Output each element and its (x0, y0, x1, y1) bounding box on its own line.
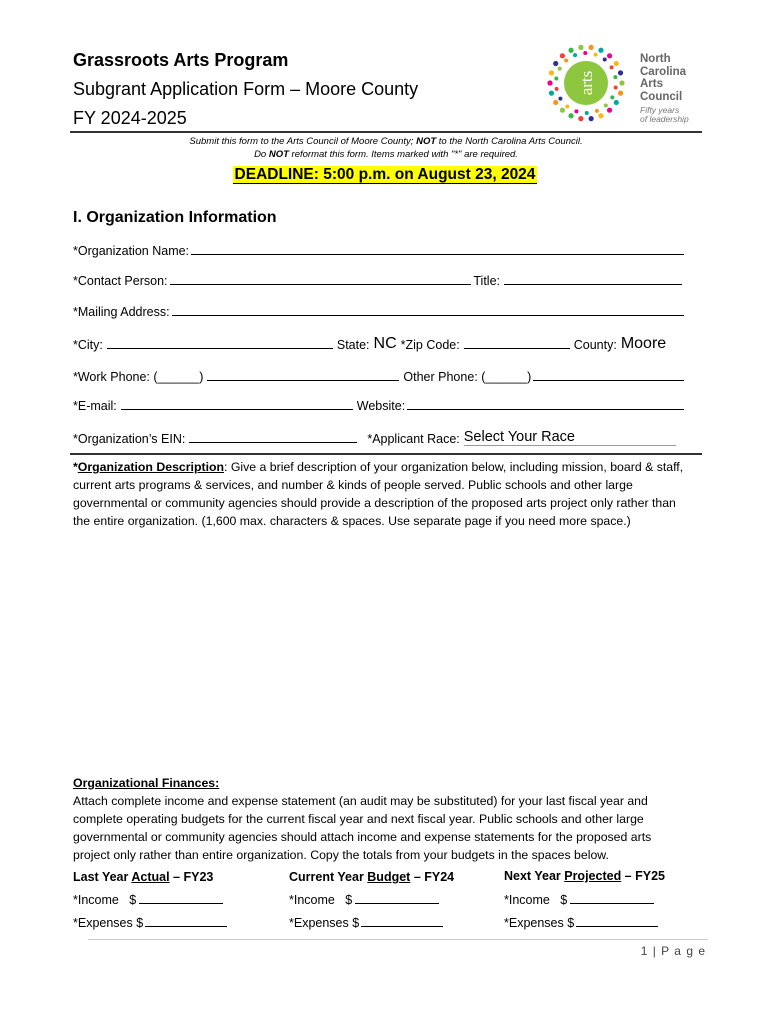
instruction-2-not: NOT (268, 149, 289, 160)
logo-tag-2: of leadership (640, 114, 689, 124)
page-label: | P a g e (652, 944, 706, 958)
state-label: State: (336, 338, 370, 352)
logo-dot (578, 45, 583, 50)
logo-dot (568, 48, 573, 53)
income-fy25-row (504, 893, 658, 907)
work-phone-label: *Work Phone: (______) (73, 370, 204, 384)
logo-dot (573, 53, 577, 57)
income-fy24-row (289, 893, 443, 907)
instruction-line-2 (70, 149, 702, 160)
race-select-value: Select Your Race (463, 429, 575, 445)
arts-logo-mark (545, 42, 627, 124)
logo-dot (614, 61, 619, 66)
logo-dot (553, 61, 558, 66)
mailing-label: *Mailing Address: (73, 305, 170, 319)
org-name-row (73, 244, 686, 258)
logo-dot (604, 104, 608, 108)
description-star: * (73, 460, 78, 474)
race-select[interactable] (464, 427, 676, 446)
income-fy25-label: *Income $ (504, 893, 568, 907)
org-description-area[interactable] (73, 535, 685, 770)
page-num: 1 (640, 944, 649, 958)
work-phone-field[interactable] (207, 379, 399, 381)
col-head-actual (73, 870, 213, 884)
logo-dot (595, 109, 599, 113)
ein-label: *Organization’s EIN: (73, 432, 186, 446)
logo-dot (555, 87, 559, 91)
logo-dot (583, 51, 587, 55)
col-1-pre: Current Year (289, 870, 368, 884)
col-head-budget (289, 870, 454, 884)
col-1-post: – FY24 (410, 870, 455, 884)
website-field[interactable] (407, 408, 684, 410)
income-fy23-label: *Income $ (73, 893, 137, 907)
income-fy23-field[interactable] (139, 902, 223, 904)
org-name-label: *Organization Name: (73, 244, 190, 258)
phone-row (73, 370, 686, 384)
city-label: *City: (73, 338, 103, 352)
logo-dot (578, 116, 583, 121)
logo-dot (607, 53, 612, 58)
logo-dot (560, 53, 565, 58)
expenses-fy25-field[interactable] (576, 925, 658, 927)
col-2-key: Projected (564, 869, 622, 883)
expenses-fy23-row (73, 916, 231, 930)
col-1-key: Budget (367, 870, 411, 884)
logo-dot (574, 109, 578, 113)
instruction-2-pre: Do (254, 149, 269, 160)
logo-dot (589, 116, 594, 121)
instruction-1-post: to the North Carolina Arts Council. (436, 136, 583, 147)
logo-dot (549, 70, 554, 75)
email-label: *E-mail: (73, 399, 117, 413)
title-label: Title: (473, 274, 500, 288)
org-name-field[interactable] (191, 253, 684, 255)
col-0-key: Actual (131, 870, 170, 884)
footer-divider (88, 939, 708, 940)
expenses-fy24-label: *Expenses $ (289, 916, 360, 930)
email-row (73, 399, 686, 413)
expenses-fy24-field[interactable] (361, 925, 443, 927)
city-row (73, 335, 686, 352)
logo-dot (558, 97, 562, 101)
ncac-logo (545, 42, 627, 124)
zip-label: *Zip Code: (400, 338, 460, 352)
income-fy23-row (73, 893, 227, 907)
ein-row (73, 427, 686, 446)
logo-dot (598, 48, 603, 53)
logo-dot (613, 75, 617, 79)
col-head-projected (504, 869, 665, 883)
header-divider (70, 131, 702, 133)
logo-dot (553, 100, 558, 105)
col-0-pre: Last Year (73, 870, 132, 884)
ein-field[interactable] (189, 441, 357, 443)
logo-dot (568, 113, 573, 118)
email-field[interactable] (121, 408, 353, 410)
fiscal-year: FY 2024-2025 (73, 108, 187, 128)
description-label: Organization Description (77, 460, 225, 474)
zip-field[interactable] (464, 347, 570, 349)
income-fy24-field[interactable] (355, 902, 439, 904)
logo-dot (603, 58, 607, 62)
deadline-wrap (0, 166, 770, 184)
expenses-fy23-label: *Expenses $ (73, 916, 144, 930)
col-0-post: – FY23 (169, 870, 214, 884)
logo-line-2: Carolina (640, 65, 687, 78)
logo-dot (549, 91, 554, 96)
logo-dot (607, 108, 612, 113)
section-divider (70, 453, 702, 455)
logo-dot (614, 100, 619, 105)
col-2-post: – FY25 (621, 869, 665, 883)
expenses-fy25-row (504, 916, 662, 930)
section-title: I. Organization Information (73, 209, 277, 226)
logo-dot (618, 70, 623, 75)
logo-dot (558, 67, 562, 71)
county-label: County: (573, 338, 617, 352)
expenses-fy24-row (289, 916, 447, 930)
program-title: Grassroots Arts Program (73, 50, 289, 70)
finances-text: Attach complete income and expense statement (an audit may be substituted) for your last fiscal year and complete operating budgets for the current fiscal year and next fiscal year. Public schools and other large governmental or community agencies should attach income and expense statements for the proposed arts project only rather than entire organization. Copy the totals from your budgets in the spaces below. (73, 794, 652, 862)
income-fy25-field[interactable] (570, 902, 654, 904)
mailing-address-field[interactable] (172, 314, 684, 316)
logo-dot (610, 65, 614, 69)
logo-tag-1: Fifty years (640, 105, 680, 115)
logo-dot (619, 80, 624, 85)
finances-title: Organizational Finances: (73, 776, 220, 790)
website-label: Website: (356, 399, 406, 413)
logo-dot (589, 45, 594, 50)
logo-dot (598, 113, 603, 118)
logo-dot (585, 111, 589, 115)
arts-logo-word: arts (577, 70, 596, 96)
contact-person-field[interactable] (170, 283, 472, 285)
logo-dot (614, 85, 618, 89)
col-2-pre: Next Year (504, 869, 565, 883)
expenses-fy23-field[interactable] (145, 925, 227, 927)
logo-dot (547, 80, 552, 85)
instruction-1-pre: Submit this form to the Arts Council of Moore County; (189, 136, 417, 147)
income-fy24-label: *Income $ (289, 893, 353, 907)
logo-dot (564, 58, 568, 62)
state-field[interactable]: NC (373, 335, 397, 352)
instruction-line-1 (70, 136, 702, 147)
other-phone-label: Other Phone: (______) (403, 370, 532, 384)
logo-line-1: North (640, 53, 671, 65)
mailing-row (73, 305, 686, 319)
org-description-instructions (73, 458, 685, 530)
deadline-banner: DEADLINE: 5:00 p.m. on August 23, 2024 (234, 166, 536, 183)
race-label: *Applicant Race: (367, 432, 460, 446)
logo-dot (610, 95, 614, 99)
instruction-2-post: reformat this form. Items marked with "*" are required. (288, 149, 518, 160)
page-number (600, 944, 706, 958)
contact-row (73, 274, 686, 288)
county-field[interactable]: Moore (620, 335, 667, 352)
form-title: Subgrant Application Form – Moore County (73, 79, 419, 99)
logo-line-4: Council (640, 90, 683, 103)
description-text: : Give a brief description of your organization below, including mission, board & staff, current arts programs & services, and number & kinds of people served. Public schools and other large governmental or community agencies should provide a description of the proposed arts project only rather than the entire organization. (1,600 max. characters & spaces. Use separate page if you need more space.) (73, 460, 684, 528)
expenses-fy25-label: *Expenses $ (504, 916, 575, 930)
instruction-1-not: NOT (416, 136, 437, 147)
title-field[interactable] (504, 283, 682, 285)
logo-dot (560, 108, 565, 113)
logo-dot (554, 77, 558, 81)
logo-line-3: Arts (640, 78, 664, 90)
city-field[interactable] (107, 347, 333, 349)
logo-dot (565, 104, 569, 108)
other-phone-field[interactable] (533, 379, 684, 381)
logo-dot (594, 53, 598, 57)
logo-dot (618, 91, 623, 96)
ncac-org-name (640, 53, 689, 124)
contact-label: *Contact Person: (73, 274, 168, 288)
